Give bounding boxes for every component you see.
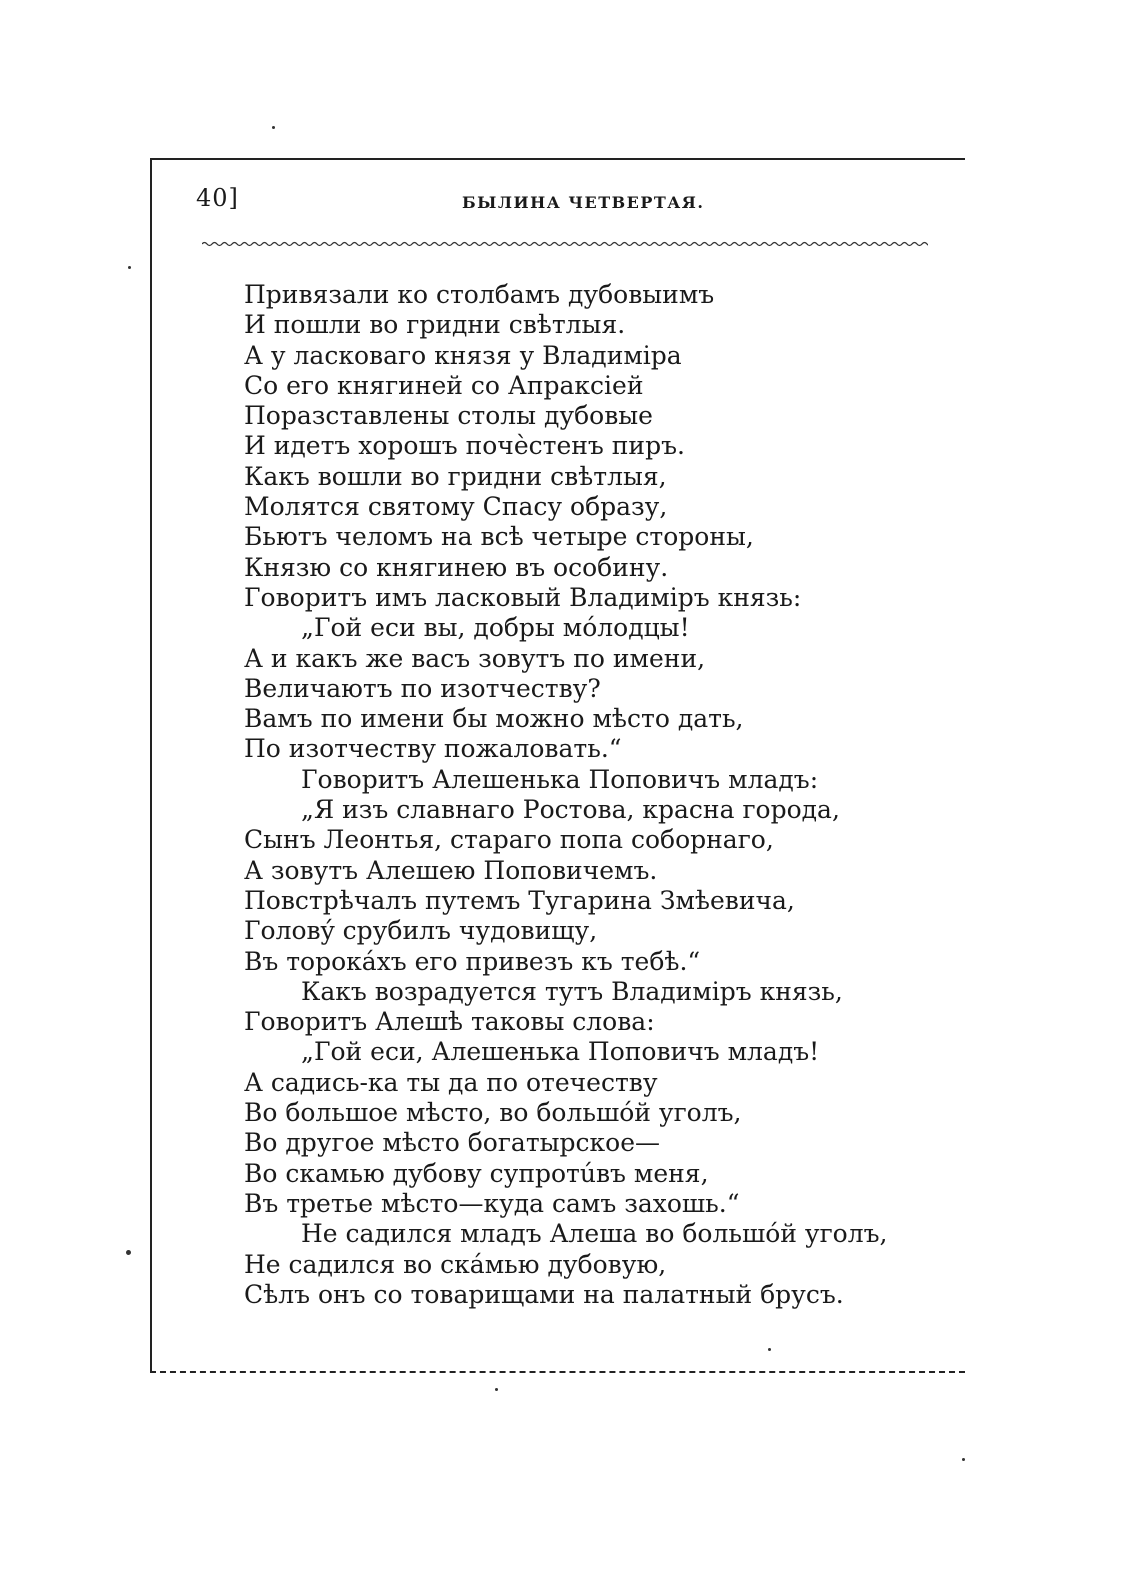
frame-left-rule (150, 158, 152, 1372)
poem-text (244, 280, 944, 1310)
scan-speck (126, 1250, 131, 1255)
poem-line: А и какъ же васъ зовутъ по имени, (244, 643, 706, 673)
scan-speck (128, 266, 131, 269)
poem-line: Говоритъ имъ ласковый Владиміръ князь: (244, 582, 802, 612)
poem-line: Говоритъ Алешенька Поповичъ младъ: (301, 764, 819, 794)
poem-line: Величаютъ по изотчеству? (244, 673, 601, 703)
wavy-ornament-rule (202, 236, 928, 252)
poem-line: Сынъ Леонтья, стараго попа соборнаго, (244, 825, 774, 855)
poem-line: Головý срубилъ чудовищу, (244, 916, 598, 946)
poem-line: Во скамью дубову супротúвъ меня, (244, 1158, 709, 1188)
poem-line: Привязали ко столбамъ дубовыимъ (244, 280, 715, 309)
poem-line: И пошли во гридни свѣтлыя. (244, 310, 626, 340)
poem-line: Говоритъ Алешѣ таковы слова: (244, 1007, 655, 1037)
poem-line: А у ласковаго князя у Владиміра (244, 340, 682, 370)
poem-line: По изотчеству пожаловать.“ (244, 734, 622, 764)
page-number: 40] (196, 184, 239, 212)
poem-line: Князю со княгинею въ особину. (244, 552, 669, 582)
running-head: БЫЛИНА ЧЕТВЕРТАЯ. (462, 193, 705, 212)
poem-line: „Гой еси, Алешенька Поповичъ младъ! (301, 1037, 820, 1067)
poem-line: Сѣлъ онъ со товарищами на палатный брусъ. (244, 1279, 844, 1309)
poem-line: А садись-ка ты да по отечеству (244, 1067, 658, 1097)
frame-top-rule (150, 158, 965, 160)
scan-speck (495, 1388, 498, 1391)
poem-line: Не садился младъ Алеша во большóй уголъ, (301, 1219, 888, 1249)
scan-speck (962, 1458, 965, 1461)
poem-line: Поразставлены столы дубовые (244, 401, 653, 431)
poem-line: „Гой еси вы, добры мóлодцы! (301, 613, 690, 643)
scan-speck (768, 1348, 771, 1351)
poem-line: А зовутъ Алешею Поповичемъ. (244, 855, 658, 885)
poem-line: Вамъ по имени бы можно мѣсто дать, (244, 704, 744, 734)
poem-line: Во большое мѣсто, во большóй уголъ, (244, 1098, 742, 1128)
poem-line: „Я изъ славнаго Ростова, красна города, (301, 795, 840, 825)
poem-line: Не садился во скáмью дубовую, (244, 1249, 667, 1279)
poem-line: Повстрѣчалъ путемъ Тугарина Змѣевича, (244, 885, 795, 915)
poem-line: Бьютъ челомъ на всѣ четыре стороны, (244, 522, 754, 552)
poem-line: Со его княгиней со Апраксiей (244, 370, 644, 400)
frame-bottom-rule (150, 1371, 965, 1373)
scan-speck (272, 126, 275, 129)
poem-line: Въ третье мѣсто—куда самъ захошь.“ (244, 1188, 740, 1218)
poem-line: Какъ вошли во гридни свѣтлыя, (244, 461, 667, 491)
poem-line: Во другое мѣсто богатырское— (244, 1128, 661, 1158)
poem-line: Какъ возрадуется тутъ Владиміръ князь, (301, 976, 843, 1006)
poem-line: И идетъ хорошъ почѐстенъ пиръ. (244, 431, 685, 461)
poem-line: Въ торокáхъ его привезъ къ тебѣ.“ (244, 946, 701, 976)
poem-line: Молятся святому Спасу образу, (244, 492, 668, 522)
